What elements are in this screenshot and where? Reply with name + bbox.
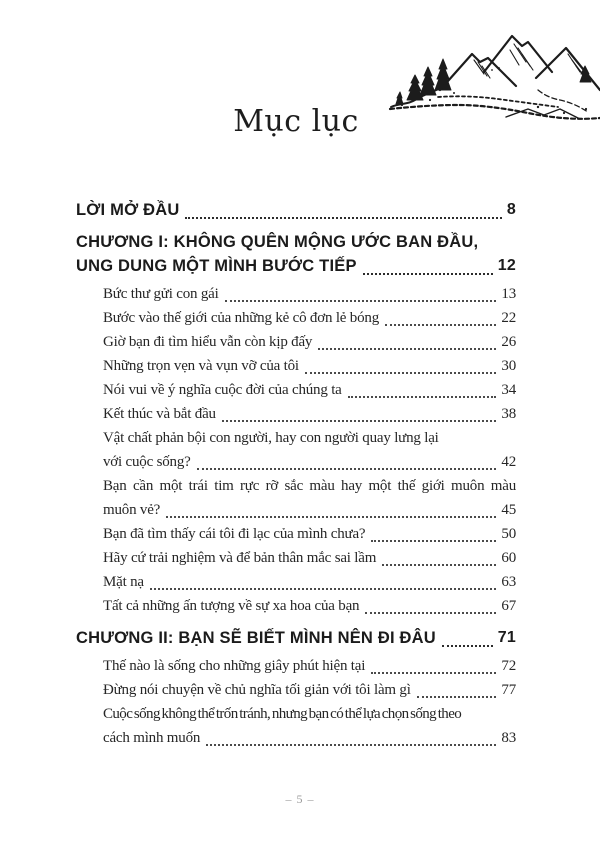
toc-item-label: UNG DUNG MỘT MÌNH BƯỚC TIẾP [76, 257, 357, 275]
toc-leader-dots [417, 696, 497, 698]
toc-item-label: Hãy cứ trải nghiệm và để bản thân mắc sai lầm [103, 550, 377, 566]
toc-item-label: Vật chất phản bội con người, hay con người quay lưng lại [103, 430, 439, 446]
toc-item [76, 474, 516, 522]
toc-leader-dots [363, 273, 493, 275]
toc-item [76, 546, 516, 570]
toc-leader-dots [348, 396, 497, 398]
toc-leader-dots [150, 588, 497, 590]
toc-page-number: 83 [501, 730, 516, 746]
toc-leader-dots [382, 564, 496, 566]
toc-page-number: 26 [501, 334, 516, 350]
toc-item [76, 570, 516, 594]
toc-leader-dots [185, 217, 501, 219]
toc-item-label: Mặt nạ [103, 574, 144, 590]
page-title: Mục lục [233, 104, 359, 139]
toc-item [76, 282, 516, 306]
toc-list [76, 190, 516, 750]
toc-page-number: 8 [506, 201, 516, 218]
page-footer-number: – 5 – [285, 792, 315, 806]
toc-page-number: 67 [501, 598, 516, 614]
toc-item [76, 426, 516, 474]
toc-item [76, 594, 516, 618]
toc-item [76, 522, 516, 546]
toc-item-label: Bạn cần một trái tim rực rỡ sắc màu hay một thế giới muôn màu [103, 478, 516, 494]
toc-leader-dots [442, 645, 493, 647]
toc-page-number: 50 [501, 526, 516, 542]
toc-item-label: Bước vào thế giới của những kẻ cô đơn lẻ bóng [103, 310, 379, 326]
toc-item-chapter-2 [76, 626, 516, 650]
toc-page-number: 34 [501, 382, 516, 398]
toc-item-chapter-1 [76, 230, 516, 278]
toc-page-number: 77 [501, 682, 516, 698]
toc-item-label: Những trọn vẹn và vụn vỡ của tôi [103, 358, 299, 374]
toc-item-label: CHƯƠNG I: KHÔNG QUÊN MỘNG ƯỚC BAN ĐẦU, [76, 233, 479, 251]
toc-item-label: cách mình muốn [103, 730, 201, 746]
toc-item [76, 330, 516, 354]
toc-leader-dots [197, 468, 497, 470]
toc-page-number: 12 [497, 257, 516, 274]
toc-item [76, 654, 516, 678]
toc-leader-dots [371, 540, 496, 542]
toc-page-number: 30 [501, 358, 516, 374]
toc-leader-dots [225, 300, 497, 302]
toc-page-number: 71 [497, 629, 516, 646]
toc-item-label: Tất cả những ấn tượng về sự xa hoa của bạn [103, 598, 360, 614]
toc-item [76, 402, 516, 426]
toc-page-number: 60 [501, 550, 516, 566]
toc-item-label: CHƯƠNG II: BẠN SẼ BIẾT MÌNH NÊN ĐI ĐÂU [76, 629, 436, 647]
toc-page-number: 45 [501, 502, 516, 518]
toc-item-label: Kết thúc và bắt đầu [103, 406, 216, 422]
toc-item-label: Bạn đã tìm thấy cái tôi đi lạc của mình chưa? [103, 526, 366, 542]
toc-item-label: Giờ bạn đi tìm hiểu vẫn còn kịp đấy [103, 334, 313, 350]
toc-page-number: 38 [501, 406, 516, 422]
toc-page-number: 63 [501, 574, 516, 590]
toc-item-preface [76, 198, 516, 222]
toc-item-label: Cuộc sống không thể trốn tránh, nhưng bạn có thể lựa chọn sống theo [103, 706, 462, 722]
toc-item [76, 354, 516, 378]
toc-page-number: 42 [501, 454, 516, 470]
toc-item [76, 378, 516, 402]
toc-leader-dots [371, 672, 496, 674]
toc-item [76, 678, 516, 702]
toc-item-label: Bức thư gửi con gái [103, 286, 219, 302]
toc-page-number: 72 [501, 658, 516, 674]
toc-item-label: với cuộc sống? [103, 454, 191, 470]
toc-leader-dots [206, 744, 496, 746]
toc-leader-dots [365, 612, 496, 614]
toc-item-label: LỜI MỞ ĐẦU [76, 201, 180, 219]
toc-item-label: Đừng nói chuyện về chủ nghĩa tối giản với tôi làm gì [103, 682, 411, 698]
toc-page-number: 13 [501, 286, 516, 302]
toc-page-number: 22 [501, 310, 516, 326]
toc-item [76, 702, 516, 750]
toc-item-label: muôn vẻ? [103, 502, 161, 518]
toc-leader-dots [222, 420, 497, 422]
toc-leader-dots [305, 372, 497, 374]
toc-leader-dots [166, 516, 496, 518]
toc-leader-dots [318, 348, 496, 350]
toc-item [76, 306, 516, 330]
toc-item-label: Nói vui về ý nghĩa cuộc đời của chúng ta [103, 382, 342, 398]
toc-item-label: Thế nào là sống cho những giây phút hiện tại [103, 658, 366, 674]
toc-leader-dots [385, 324, 496, 326]
